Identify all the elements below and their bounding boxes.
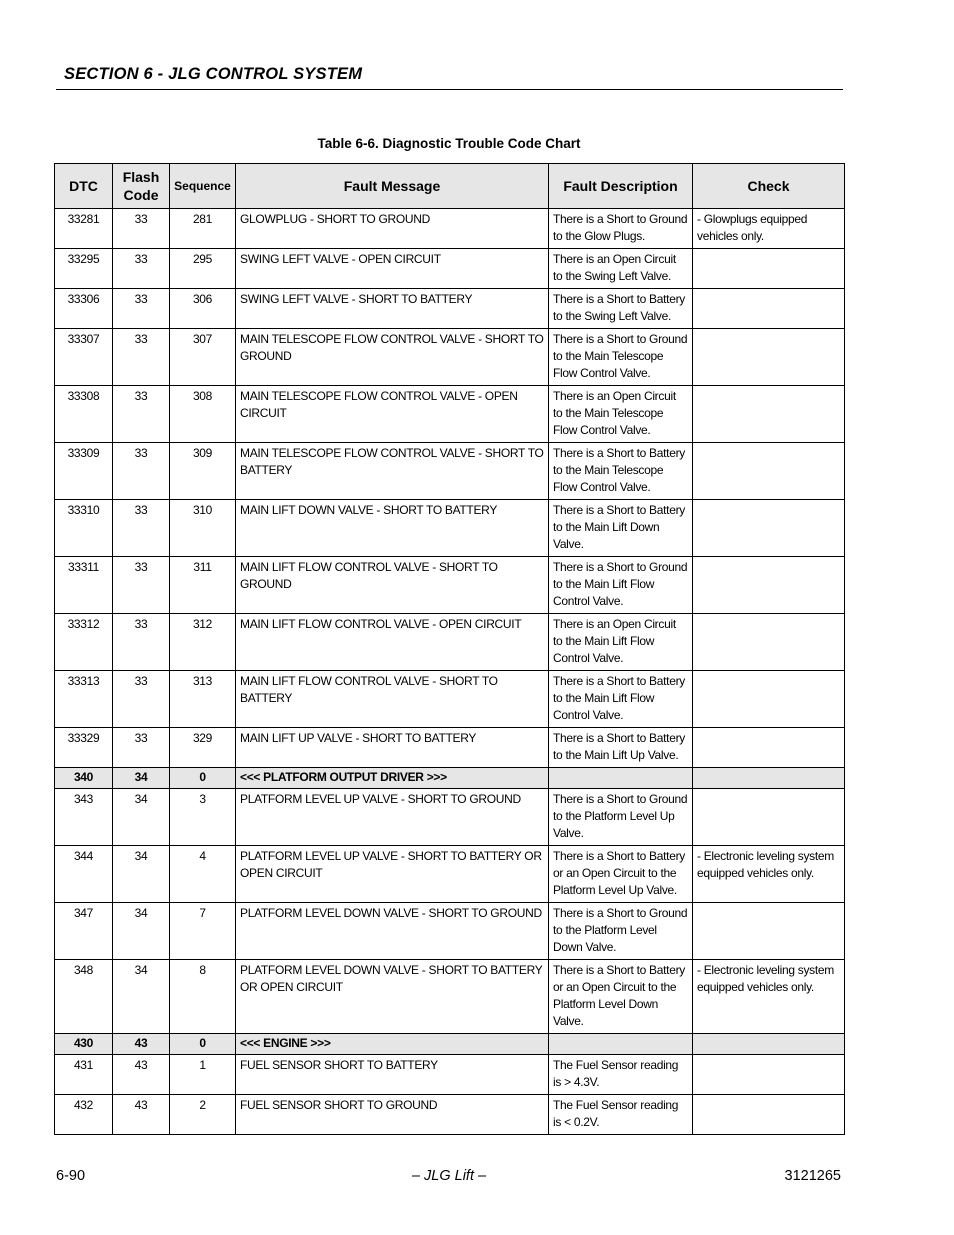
fault-description-cell: There is a Short to Ground to the Platform Level Up Valve. xyxy=(549,789,693,846)
sequence-cell: 307 xyxy=(170,329,236,386)
table-row xyxy=(55,903,845,960)
table-row xyxy=(55,614,845,671)
dtc-cell: 33307 xyxy=(55,329,113,386)
check-cell xyxy=(693,289,845,329)
sequence-cell: 7 xyxy=(170,903,236,960)
flash-code-cell: 33 xyxy=(113,500,170,557)
dtc-cell: 33313 xyxy=(55,671,113,728)
flash-code-cell: 43 xyxy=(113,1095,170,1135)
check-cell xyxy=(693,1095,845,1135)
sequence-cell: 306 xyxy=(170,289,236,329)
table-row xyxy=(55,728,845,768)
header-divider xyxy=(56,89,843,90)
check-cell: - Glowplugs equipped vehicles only. xyxy=(693,209,845,249)
fault-description-cell: There is an Open Circuit to the Main Lift Flow Control Valve. xyxy=(549,614,693,671)
table-row xyxy=(55,386,845,443)
fault-message-cell: PLATFORM LEVEL UP VALVE - SHORT TO BATTERY OR OPEN CIRCUIT xyxy=(236,846,549,903)
dtc-cell: 340 xyxy=(55,768,113,789)
check-cell xyxy=(693,1055,845,1095)
dtc-cell: 33312 xyxy=(55,614,113,671)
sequence-cell: 0 xyxy=(170,768,236,789)
table-row xyxy=(55,289,845,329)
table-row xyxy=(55,671,845,728)
fault-message-cell: MAIN LIFT FLOW CONTROL VALVE - SHORT TO BATTERY xyxy=(236,671,549,728)
flash-code-cell: 33 xyxy=(113,329,170,386)
check-cell xyxy=(693,728,845,768)
fault-description-cell: There is a Short to Battery to the Main Lift Up Valve. xyxy=(549,728,693,768)
footer-publisher: – JLG Lift – xyxy=(411,1168,487,1184)
column-header-fault-description: Fault Description xyxy=(549,164,693,209)
check-cell xyxy=(693,500,845,557)
column-header-fault-message: Fault Message xyxy=(236,164,549,209)
table-row xyxy=(55,249,845,289)
fault-message-cell: GLOWPLUG - SHORT TO GROUND xyxy=(236,209,549,249)
flash-code-cell: 33 xyxy=(113,249,170,289)
table-row xyxy=(55,329,845,386)
check-cell xyxy=(693,557,845,614)
sequence-cell: 0 xyxy=(170,1034,236,1055)
fault-message-cell: MAIN TELESCOPE FLOW CONTROL VALVE - SHORT TO GROUND xyxy=(236,329,549,386)
dtc-cell: 33306 xyxy=(55,289,113,329)
fault-description-cell: There is a Short to Ground to the Glow Plugs. xyxy=(549,209,693,249)
sequence-cell: 2 xyxy=(170,1095,236,1135)
dtc-cell: 33311 xyxy=(55,557,113,614)
dtc-cell: 33281 xyxy=(55,209,113,249)
sequence-cell: 281 xyxy=(170,209,236,249)
flash-code-cell: 33 xyxy=(113,614,170,671)
sequence-cell: 308 xyxy=(170,386,236,443)
check-cell xyxy=(693,903,845,960)
fault-message-cell: MAIN TELESCOPE FLOW CONTROL VALVE - OPEN CIRCUIT xyxy=(236,386,549,443)
table-row xyxy=(55,846,845,903)
dtc-cell: 33329 xyxy=(55,728,113,768)
fault-description-cell: There is a Short to Ground to the Platform Level Down Valve. xyxy=(549,903,693,960)
fault-message-cell: MAIN LIFT FLOW CONTROL VALVE - OPEN CIRCUIT xyxy=(236,614,549,671)
fault-message-cell: <<< PLATFORM OUTPUT DRIVER >>> xyxy=(236,768,549,789)
dtc-cell: 33308 xyxy=(55,386,113,443)
check-cell xyxy=(693,768,845,789)
fault-message-cell: MAIN LIFT DOWN VALVE - SHORT TO BATTERY xyxy=(236,500,549,557)
fault-description-cell: The Fuel Sensor reading is > 4.3V. xyxy=(549,1055,693,1095)
column-header-flash-code: Flash Code xyxy=(113,164,170,209)
fault-description-cell: There is a Short to Battery to the Main Lift Down Valve. xyxy=(549,500,693,557)
flash-code-cell: 33 xyxy=(113,209,170,249)
sequence-cell: 8 xyxy=(170,960,236,1034)
flash-code-cell: 33 xyxy=(113,728,170,768)
flash-code-cell: 34 xyxy=(113,789,170,846)
column-header-check: Check xyxy=(693,164,845,209)
fault-description-cell: There is an Open Circuit to the Main Telescope Flow Control Valve. xyxy=(549,386,693,443)
fault-message-cell: SWING LEFT VALVE - OPEN CIRCUIT xyxy=(236,249,549,289)
fault-description-cell: There is a Short to Battery to the Main Lift Flow Control Valve. xyxy=(549,671,693,728)
fault-message-cell: FUEL SENSOR SHORT TO BATTERY xyxy=(236,1055,549,1095)
dtc-cell: 33295 xyxy=(55,249,113,289)
fault-description-cell xyxy=(549,768,693,789)
table-row xyxy=(55,557,845,614)
column-header-dtc: DTC xyxy=(55,164,113,209)
fault-description-cell: There is a Short to Battery to the Main Telescope Flow Control Valve. xyxy=(549,443,693,500)
dtc-cell: 431 xyxy=(55,1055,113,1095)
dtc-cell: 33309 xyxy=(55,443,113,500)
sequence-cell: 312 xyxy=(170,614,236,671)
dtc-cell: 33310 xyxy=(55,500,113,557)
fault-description-cell: There is a Short to Battery to the Swing Left Valve. xyxy=(549,289,693,329)
flash-code-cell: 33 xyxy=(113,557,170,614)
dtc-cell: 344 xyxy=(55,846,113,903)
table-body xyxy=(55,209,845,1135)
fault-description-cell: There is a Short to Ground to the Main Telescope Flow Control Valve. xyxy=(549,329,693,386)
dtc-cell: 430 xyxy=(55,1034,113,1055)
dtc-cell: 432 xyxy=(55,1095,113,1135)
column-header-sequence: Sequence xyxy=(170,164,236,209)
table-group-row xyxy=(55,1034,845,1055)
table-row xyxy=(55,500,845,557)
check-cell xyxy=(693,249,845,289)
flash-code-cell: 34 xyxy=(113,903,170,960)
sequence-cell: 309 xyxy=(170,443,236,500)
flash-code-cell: 34 xyxy=(113,846,170,903)
table-row xyxy=(55,1055,845,1095)
dtc-cell: 348 xyxy=(55,960,113,1034)
flash-code-cell: 43 xyxy=(113,1034,170,1055)
document-number: 3121265 xyxy=(784,1168,841,1184)
flash-code-cell: 43 xyxy=(113,1055,170,1095)
check-cell xyxy=(693,614,845,671)
flash-code-cell: 34 xyxy=(113,960,170,1034)
fault-description-cell: There is a Short to Battery or an Open Circuit to the Platform Level Down Valve. xyxy=(549,960,693,1034)
sequence-cell: 313 xyxy=(170,671,236,728)
sequence-cell: 3 xyxy=(170,789,236,846)
fault-message-cell: PLATFORM LEVEL DOWN VALVE - SHORT TO GROUND xyxy=(236,903,549,960)
flash-code-cell: 33 xyxy=(113,289,170,329)
fault-message-cell: PLATFORM LEVEL UP VALVE - SHORT TO GROUND xyxy=(236,789,549,846)
check-cell xyxy=(693,789,845,846)
dtc-cell: 343 xyxy=(55,789,113,846)
fault-description-cell: The Fuel Sensor reading is < 0.2V. xyxy=(549,1095,693,1135)
fault-message-cell: <<< ENGINE >>> xyxy=(236,1034,549,1055)
fault-message-cell: MAIN LIFT UP VALVE - SHORT TO BATTERY xyxy=(236,728,549,768)
fault-description-cell: There is a Short to Battery or an Open Circuit to the Platform Level Up Valve. xyxy=(549,846,693,903)
fault-description-cell: There is an Open Circuit to the Swing Left Valve. xyxy=(549,249,693,289)
check-cell: - Electronic leveling system equipped vehicles only. xyxy=(693,960,845,1034)
check-cell xyxy=(693,329,845,386)
fault-message-cell: MAIN LIFT FLOW CONTROL VALVE - SHORT TO GROUND xyxy=(236,557,549,614)
sequence-cell: 311 xyxy=(170,557,236,614)
check-cell xyxy=(693,671,845,728)
flash-code-cell: 33 xyxy=(113,443,170,500)
fault-message-cell: MAIN TELESCOPE FLOW CONTROL VALVE - SHORT TO BATTERY xyxy=(236,443,549,500)
check-cell xyxy=(693,1034,845,1055)
check-cell xyxy=(693,443,845,500)
fault-message-cell: FUEL SENSOR SHORT TO GROUND xyxy=(236,1095,549,1135)
fault-description-cell xyxy=(549,1034,693,1055)
table-group-row xyxy=(55,768,845,789)
section-title: SECTION 6 - JLG CONTROL SYSTEM xyxy=(64,65,363,83)
sequence-cell: 4 xyxy=(170,846,236,903)
table-row xyxy=(55,960,845,1034)
flash-code-cell: 34 xyxy=(113,768,170,789)
fault-description-cell: There is a Short to Ground to the Main Lift Flow Control Valve. xyxy=(549,557,693,614)
check-cell: - Electronic leveling system equipped vehicles only. xyxy=(693,846,845,903)
sequence-cell: 310 xyxy=(170,500,236,557)
dtc-cell: 347 xyxy=(55,903,113,960)
sequence-cell: 329 xyxy=(170,728,236,768)
table-row xyxy=(55,209,845,249)
flash-code-cell: 33 xyxy=(113,386,170,443)
sequence-cell: 1 xyxy=(170,1055,236,1095)
flash-code-cell: 33 xyxy=(113,671,170,728)
table-header-row xyxy=(55,164,845,209)
table-caption: Table 6-6. Diagnostic Trouble Code Chart xyxy=(317,136,581,151)
check-cell xyxy=(693,386,845,443)
fault-message-cell: SWING LEFT VALVE - SHORT TO BATTERY xyxy=(236,289,549,329)
sequence-cell: 295 xyxy=(170,249,236,289)
table-row xyxy=(55,1095,845,1135)
diagnostic-trouble-code-table xyxy=(54,163,845,1135)
page-number: 6-90 xyxy=(56,1168,86,1184)
fault-message-cell: PLATFORM LEVEL DOWN VALVE - SHORT TO BATTERY OR OPEN CIRCUIT xyxy=(236,960,549,1034)
table-row xyxy=(55,443,845,500)
table-row xyxy=(55,789,845,846)
